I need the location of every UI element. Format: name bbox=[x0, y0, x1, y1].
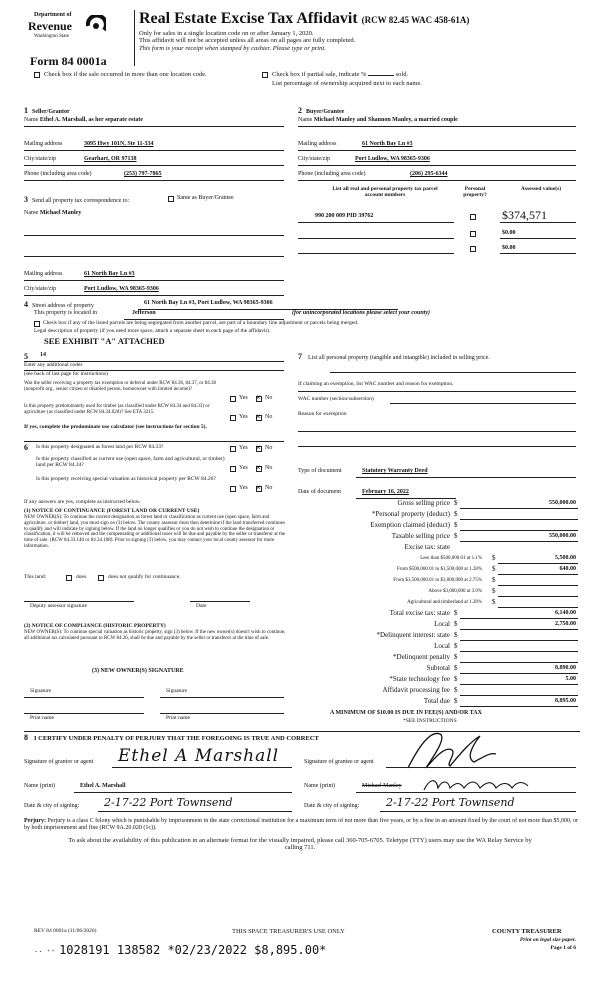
page-number: Page 1 of 6 bbox=[550, 945, 576, 951]
revenue-logo bbox=[28, 12, 108, 42]
new-owner-sig-heading: (3) NEW OWNER(S) SIGNATURE bbox=[92, 668, 184, 674]
seller-mailing-label: Mailing address bbox=[24, 141, 63, 147]
type-doc-label: Type of document bbox=[298, 468, 342, 474]
land-does-not-checkbox[interactable] bbox=[98, 575, 104, 581]
tax-row bbox=[298, 685, 580, 696]
seller-city-label: City/state/zip bbox=[24, 156, 56, 162]
s6-q2-yes-label: Yes bbox=[239, 465, 248, 471]
section6-num: 6 bbox=[24, 443, 28, 452]
title-text: Real Estate Excise Tax Affidavit bbox=[139, 10, 358, 27]
section5-q1: Was the seller receiving a property tax exemption or deferral under RCW 84.36, 84.37, or 84.38 (nonprofit org., senior citizen or disabled person, homeowner with limited income)? bbox=[24, 381, 216, 392]
note-2: This affidavit will not be accepted unless all areas on all pages are fully completed. bbox=[139, 37, 356, 45]
section6-if-any: If any answers are yes, complete as instructed below. bbox=[24, 499, 141, 505]
partial-percent-field[interactable] bbox=[368, 75, 394, 76]
s5-q1-no[interactable] bbox=[256, 396, 262, 402]
partial-sold-text: sold. bbox=[395, 71, 409, 78]
list-percentage-note: List percentage of ownership acquired next to each name. bbox=[272, 80, 422, 87]
same-as-buyer-checkbox[interactable] bbox=[168, 196, 174, 202]
seller-heading bbox=[24, 106, 70, 115]
tax-row-label: *Delinquent interest: state bbox=[376, 631, 450, 639]
seller-mailing[interactable]: 3095 Hwy 101N, Ste 11-334 bbox=[84, 141, 154, 147]
tax-row-label: Total excise tax: state bbox=[389, 609, 450, 617]
buyer-city-label: City/state/zip bbox=[298, 156, 330, 162]
tax-row-label: Less than $500,000.01 at 1.1% bbox=[420, 556, 482, 561]
page-title bbox=[139, 10, 469, 28]
seller-city[interactable]: Gearhart, OR 97138 bbox=[84, 156, 137, 162]
tax-row-value[interactable]: 8,895.00 bbox=[555, 698, 576, 704]
grantee-name-handwritten[interactable] bbox=[420, 774, 530, 794]
owner-print-label-2: Print name bbox=[166, 715, 190, 721]
grantee-sig-label: Signature of grantee or agent bbox=[304, 759, 374, 765]
tax-row-dollar: $ bbox=[454, 510, 458, 518]
section7-personal bbox=[298, 352, 578, 362]
tax-row-label: From $500,000.01 to $1,500,000 at 1.28% bbox=[397, 567, 482, 572]
revenue-swoosh-icon bbox=[86, 15, 106, 37]
s5-q1-yes[interactable] bbox=[230, 396, 236, 402]
tax-row-label: Total due bbox=[423, 697, 450, 705]
section6-q3: Is this property receiving special valuation as historical property per RCW 84.26? bbox=[36, 476, 216, 482]
s6-q1-yes[interactable] bbox=[230, 446, 236, 452]
this-land-label: This land: bbox=[24, 574, 47, 580]
tax-row-dollar: $ bbox=[454, 686, 458, 694]
s6-q1-no[interactable] bbox=[256, 446, 262, 452]
tax-row bbox=[298, 641, 580, 652]
s6-q2-yes[interactable] bbox=[230, 466, 236, 472]
note-1: Only for sales in a single location code on or after January 1, 2020. bbox=[139, 30, 314, 37]
buyer-heading bbox=[298, 106, 344, 115]
seller-name[interactable]: Ethel A. Marshall, as her separate estate bbox=[39, 117, 144, 123]
tax-row bbox=[298, 586, 580, 597]
land-does-label: does bbox=[76, 574, 87, 580]
tax-row-dollar: $ bbox=[492, 565, 496, 573]
wac-number-label: WAC number (section/subsection) bbox=[298, 396, 374, 402]
enter-codes-label: Enter any additional codes bbox=[24, 362, 83, 368]
certify-text: I CERTIFY UNDER PENALTY OF PERJURY THAT THE FOREGOING IS TRUE AND CORRECT bbox=[34, 735, 319, 742]
tax-row-label: Local bbox=[434, 620, 450, 628]
unincorporated-note: (for unincorporated locations please select your county) bbox=[292, 310, 430, 316]
notice2-body: NEW OWNER(S): To continue special valuation as historic property, sign (3) below. If the new owner(s) doesn't wish to continue, all additional tax calculated pursuant to RCW 84.26, shall be due and payable by the seller or transferor at the time of sale. bbox=[24, 630, 286, 641]
s5-q2-no-label: No bbox=[265, 414, 273, 420]
see-instructions-note: *SEE INSTRUCTIONS bbox=[403, 718, 457, 724]
grantee-date[interactable]: 2-17-22 Port Townsend bbox=[386, 796, 515, 809]
tax-row-label: From $1,500,000.01 to $3,000,000 at 2.75% bbox=[393, 578, 482, 583]
tax-row bbox=[298, 509, 580, 520]
street-label: Street address of property bbox=[32, 303, 94, 309]
correspondence-heading-text: Send all property tax correspondence to: bbox=[32, 198, 130, 204]
located-county[interactable]: Jefferson bbox=[132, 310, 156, 316]
receipt-stamp-text: 1028191 138582 *02/23/2022 $8,895.00* bbox=[59, 943, 327, 957]
tax-row-dollar: $ bbox=[492, 576, 496, 584]
tax-row bbox=[298, 575, 580, 586]
owner-sig-label-2: Signature bbox=[166, 688, 188, 694]
tax-row-label: *Delinquent penalty bbox=[393, 653, 450, 661]
grantor-sig-label: Signature of grantor or agent bbox=[24, 759, 94, 765]
tax-row-dollar: $ bbox=[454, 653, 458, 661]
perjury-label: Perjury: bbox=[24, 818, 46, 824]
tax-row-value[interactable]: 640.00 bbox=[559, 566, 576, 572]
personal-checkbox-1[interactable] bbox=[470, 214, 476, 220]
tax-row bbox=[298, 619, 580, 630]
street-address-row bbox=[24, 300, 94, 309]
seller-heading-text: Seller/Grantor bbox=[32, 109, 70, 115]
tax-row-label: Taxable selling price bbox=[391, 532, 450, 540]
street-address[interactable]: 61 North Bay Ln #3, Port Ludlow, WA 98365-9306 bbox=[144, 300, 273, 306]
buyer-mailing-label: Mailing address bbox=[298, 141, 337, 147]
seller-phone[interactable]: (253) 797-7865 bbox=[124, 171, 162, 177]
section8-num: 8 bbox=[24, 733, 28, 742]
s5-q2-yes[interactable] bbox=[230, 415, 236, 421]
tax-row-label: Excise tax: state bbox=[404, 543, 450, 551]
s6-q1-no-label: No bbox=[265, 445, 273, 451]
form-number: Form 84 0001a bbox=[30, 54, 107, 68]
same-as-buyer-label: Same as Buyer/Grantee bbox=[177, 195, 234, 201]
tax-row-label: Subtotal bbox=[426, 664, 450, 672]
s6-q1-yes-label: Yes bbox=[239, 445, 248, 451]
buyer-heading-text: Buyer/Grantee bbox=[306, 109, 345, 115]
minimum-note: A MINIMUM OF $10.00 IS DUE IN FEE(S) AND/OR TAX bbox=[330, 710, 482, 716]
correspondence-mailing[interactable]: 61 North Bay Ln #3 bbox=[84, 271, 135, 277]
land-does-not-label: does not qualify for continuance. bbox=[108, 574, 181, 580]
buyer-mailing[interactable]: 61 North Bay Ln #3 bbox=[362, 141, 413, 147]
perjury-text: Perjury is a class C felony which is punishable by imprisonment in the state correctional institution for a maximum term of not more than five years, or by a fine in an amount fixed by the court of not more than $5,000, or by both imprisonment and fine (RCW 9A.20.020 (1c)). bbox=[24, 818, 579, 831]
segregated-label: Check box if any of the listed parcels are being segregated from another parcel, are part of a boundary line adjustment or parcels being merged. bbox=[43, 320, 359, 326]
notice2-title: (2) NOTICE OF COMPLIANCE (HISTORIC PROPERTY) bbox=[24, 623, 166, 629]
agency-name: Revenue bbox=[28, 19, 72, 33]
section5-q2: Is this property predominantly used for timber (as classified under RCW 84.34 and 84.33) or agriculture (as classified under RCW 84.34.020)? See ETA 3215. bbox=[24, 404, 210, 415]
deputy-sig-label: Deputy assessor signature bbox=[30, 603, 88, 609]
tax-row bbox=[298, 531, 580, 542]
tax-row-dollar: $ bbox=[454, 642, 458, 650]
buyer-num: 2 bbox=[298, 106, 302, 115]
s5-q2-no[interactable] bbox=[256, 415, 262, 421]
tax-row bbox=[298, 564, 580, 575]
s6-q3-no[interactable] bbox=[256, 486, 262, 492]
buyer-name-row bbox=[298, 117, 458, 123]
tax-row-value[interactable]: 5,500.00 bbox=[555, 555, 576, 561]
s5-q2-yes-label: Yes bbox=[239, 414, 248, 420]
section7-personal-text: List all personal property (tangible and intangible) included in selling price. bbox=[308, 355, 490, 361]
owner-sig-label-1: Signature bbox=[30, 688, 52, 694]
see-back-label: (see back of last page for instructions) bbox=[24, 371, 108, 377]
s6-q2-no-label: No bbox=[265, 465, 273, 471]
partial-sale-text: Check box if partial sale, indicate % bbox=[272, 71, 367, 78]
correspondence-city[interactable]: Port Ludlow, WA 98365-9306 bbox=[84, 286, 159, 292]
seller-phone-label: Phone (including area code) bbox=[24, 171, 92, 177]
deputy-date-label: Date bbox=[196, 603, 207, 609]
tax-row bbox=[298, 630, 580, 641]
grantee-name-struck[interactable]: Michael Manley bbox=[362, 783, 402, 789]
tax-row-value[interactable]: 5.00 bbox=[565, 676, 576, 682]
assessed-value-1[interactable]: $374,571 bbox=[502, 208, 547, 222]
buyer-phone[interactable]: (206) 295-6344 bbox=[410, 171, 448, 177]
date-doc[interactable]: February 16, 2022 bbox=[362, 489, 409, 495]
grantor-name-label: Name (print) bbox=[24, 783, 56, 789]
section5-if-yes: If yes, complete the predominate use calculator (see instructions for section 5). bbox=[24, 424, 207, 430]
tax-row-value[interactable]: 6,140.00 bbox=[555, 610, 576, 616]
tax-row bbox=[298, 553, 580, 564]
tax-row-dollar: $ bbox=[454, 499, 458, 507]
tax-row bbox=[298, 652, 580, 663]
treasurer-use-only: THIS SPACE TREASURER'S USE ONLY bbox=[232, 928, 345, 935]
tax-row-label: Local bbox=[434, 642, 450, 650]
tax-row bbox=[298, 597, 580, 608]
assessed-col-header: Assessed value(s) bbox=[520, 186, 562, 192]
section6-q2: Is this property classified as current use (open space, farm and agricultural, or timber) land per RCW 84.34? bbox=[36, 456, 225, 469]
correspondence-mailing-label: Mailing address bbox=[24, 271, 63, 277]
personal-col-header: Personal property? bbox=[463, 186, 487, 199]
tax-row bbox=[298, 498, 580, 509]
exemption-claim-label: If claiming an exemption, list WAC number and reason for exemption. bbox=[298, 381, 454, 387]
tax-row-label: Above $3,000,000 at 3.0% bbox=[428, 589, 482, 594]
note-3: This form is your receipt when stamped by cashier. Please type or print. bbox=[139, 44, 326, 52]
tax-row-dollar: $ bbox=[492, 554, 496, 562]
segregated-checkbox[interactable] bbox=[34, 321, 40, 327]
tax-row-dollar: $ bbox=[454, 664, 458, 672]
tax-row-value[interactable]: 550,000.00 bbox=[549, 500, 576, 506]
type-doc[interactable]: Statutory Warranty Deed bbox=[362, 468, 428, 474]
correspondence-num: 3 bbox=[24, 195, 28, 204]
tax-row-dollar: $ bbox=[454, 697, 458, 705]
parcel-col-header: List all real and personal property tax parcel account numbers bbox=[332, 186, 438, 199]
legal-description[interactable]: SEE EXHIBIT "A" ATTACHED bbox=[44, 336, 165, 346]
owner-print-label-1: Print name bbox=[30, 715, 54, 721]
land-does-checkbox[interactable] bbox=[66, 575, 72, 581]
tax-row-dollar: $ bbox=[492, 587, 496, 595]
tax-row-dollar: $ bbox=[454, 532, 458, 540]
grantor-name[interactable]: Ethel A. Marshall bbox=[80, 783, 126, 789]
tax-row bbox=[298, 674, 580, 685]
correspondence-name[interactable]: Michael Manley bbox=[39, 210, 82, 216]
county-treasurer: COUNTY TREASURER bbox=[492, 928, 562, 935]
tax-row-dollar: $ bbox=[454, 620, 458, 628]
agency-top: Department of bbox=[34, 12, 72, 18]
grantor-date-label: Date & city of signing: bbox=[24, 803, 80, 809]
tax-row-dollar: $ bbox=[492, 598, 496, 606]
tax-row bbox=[298, 608, 580, 619]
personal-checkbox-2[interactable] bbox=[470, 231, 476, 237]
tax-row-label: Agricultural and timberland at 1.28% bbox=[407, 600, 482, 605]
tax-row-value[interactable]: 8,890.00 bbox=[555, 665, 576, 671]
header-notes bbox=[139, 30, 559, 52]
correspondence-heading bbox=[24, 195, 129, 204]
buyer-phone-label: Phone (including area code) bbox=[298, 171, 366, 177]
correspondence-name-label: Name bbox=[24, 210, 39, 216]
section5-num: 5 bbox=[24, 352, 28, 361]
parcel-row-1[interactable]: 990 200 009 PID 39762 bbox=[315, 213, 374, 219]
perjury-statement bbox=[24, 818, 578, 832]
tax-row bbox=[298, 696, 580, 707]
notice1-title: (1) NOTICE OF CONTINUANCE (FOREST LAND OR CURRENT USE) bbox=[24, 508, 200, 514]
section5-code[interactable]: 14 bbox=[40, 352, 46, 358]
grantee-name-label: Name (print) bbox=[304, 783, 336, 789]
seller-num: 1 bbox=[24, 106, 28, 115]
partial-sale-checkbox[interactable] bbox=[262, 72, 268, 78]
buyer-name[interactable]: Michael Manley and Shannon Manley, a married couple bbox=[313, 117, 458, 123]
tax-row-label: Gross selling price bbox=[397, 499, 450, 507]
title-ref: (RCW 82.45 WAC 458-61A) bbox=[361, 15, 470, 25]
s6-q3-no-label: No bbox=[265, 485, 273, 491]
multi-location-checkbox[interactable] bbox=[34, 72, 40, 78]
agency-state: Washington State bbox=[34, 34, 70, 39]
s6-q3-yes[interactable] bbox=[230, 486, 236, 492]
seller-name-row bbox=[24, 117, 143, 123]
section7-num: 7 bbox=[298, 352, 302, 361]
tax-row-label: Exemption claimed (deduct) bbox=[370, 521, 450, 529]
s5-q1-yes-label: Yes bbox=[239, 395, 248, 401]
correspondence-city-label: City/state/zip bbox=[24, 286, 56, 292]
tax-row-value[interactable]: 2,750.00 bbox=[555, 621, 576, 627]
grantee-date-label: Date & city of signing: bbox=[304, 803, 360, 809]
correspondence-name-row bbox=[24, 210, 81, 216]
rev-number: REV 84 0001a (11/06/2020) bbox=[34, 928, 97, 934]
assessed-value-2[interactable]: $0.00 bbox=[502, 230, 516, 236]
section6-q1: Is this property designated as forest land per RCW 84.33? bbox=[36, 444, 164, 450]
grantor-signature[interactable]: Ethel A Marshall bbox=[118, 746, 280, 766]
seller-name-label: Name bbox=[24, 117, 39, 123]
certify-statement bbox=[24, 733, 319, 742]
tax-row-dollar: $ bbox=[454, 675, 458, 683]
s6-q3-yes-label: Yes bbox=[239, 485, 248, 491]
legal-desc-label: Legal description of property (if you need more space, attach a separate sheet to each page of the affidavit). bbox=[34, 328, 271, 334]
located-label: This property is located in bbox=[34, 310, 97, 316]
tax-row-label: Affidavit processing fee bbox=[382, 686, 450, 694]
buyer-name-label: Name bbox=[298, 117, 313, 123]
reason-label: Reason for exemption bbox=[298, 411, 347, 417]
date-doc-label: Date of document bbox=[298, 489, 341, 495]
partial-sale-label bbox=[272, 71, 408, 78]
tax-row bbox=[298, 542, 580, 553]
property-num: 4 bbox=[24, 300, 28, 309]
tax-row-label: *State technology fee bbox=[389, 675, 450, 683]
tax-row-dollar: $ bbox=[454, 609, 458, 617]
tax-row-value[interactable]: 550,000.00 bbox=[549, 533, 576, 539]
s6-q2-no[interactable] bbox=[256, 466, 262, 472]
s5-q1-no-label: No bbox=[265, 395, 273, 401]
legal-paper-note: Print on legal size paper. bbox=[519, 937, 576, 943]
tax-row bbox=[298, 520, 580, 531]
tax-row-dollar: $ bbox=[454, 631, 458, 639]
tax-row bbox=[298, 663, 580, 674]
accessibility-note: To ask about the availability of this publication in an alternate format for the visually impaired, please call 360-705-6705. Teletype (TTY) users may use the WA Relay Service by calling 711. bbox=[68, 837, 532, 852]
multi-location-label: Check box if the sale occurred in more than one location code. bbox=[44, 71, 207, 78]
buyer-city[interactable]: Port Ludlow, WA 98365-9306 bbox=[355, 156, 430, 162]
tax-row-dollar: $ bbox=[454, 521, 458, 529]
assessed-value-3[interactable]: $0.00 bbox=[502, 245, 516, 251]
grantor-date[interactable]: 2-17-22 Port Townsend bbox=[104, 796, 233, 809]
receipt-stamp: ⋅⋅ ⁺⁺ 1028191 138582 *02/23/2022 $8,895.00* bbox=[34, 943, 327, 957]
notice1-body: NEW OWNER(S): To continue the current designation as forest land or classification as current use (open space, farm and agriculture, or timber) land, you must sign on (3) below. The county assessor must then determine if the land transferred continues to qualify and will indicate by signing below. If the land no longer qualifies or you do not wish to continue the designation or classification, it will be removed and the compensating or additional taxes will be due and payable by the seller or transferor at the time of sale. (RCW 84.33.140 or 84.34.108). Prior to signing (3) below, you may contact your local county assessor for more information. bbox=[24, 515, 286, 549]
personal-checkbox-3[interactable] bbox=[470, 246, 476, 252]
tax-row-label: *Personal property (deduct) bbox=[371, 510, 450, 518]
